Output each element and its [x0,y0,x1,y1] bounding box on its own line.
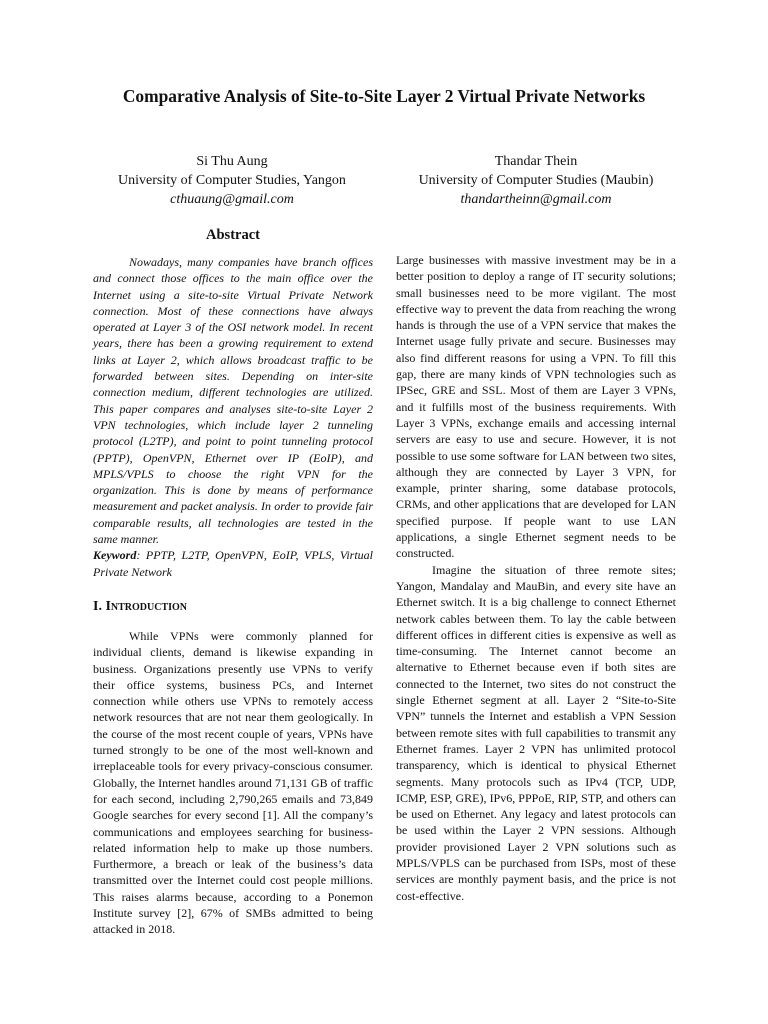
author-block-1 [92,152,372,209]
section-number: I. [93,598,106,614]
paper-title: Comparative Analysis of Site-to-Site Layer 2 Virtual Private Networks [122,86,646,106]
keywords-list: : PPTP, L2TP, OpenVPN, EoIP, VPLS, Virtual Private Network [93,548,373,579]
author-affiliation: University of Computer Studies, Yangon [118,173,346,188]
intro-paragraph-1: While VPNs were commonly planned for individual clients, demand is likewise expanding in business. Organizations presently use VPNs to verify their office systems, business PCs, and Internet connection while others use VPNs to remotely access network resources that are not near them geologically. In the course of the most recent couple of years, VPNs have turned strongly to be one of the most well-known and irreplaceable tools for every privacy-conscious consumer. Globally, the Internet handles around 71,131 GB of traffic for each second, including 2,790,265 emails and 73,849 Google searches for every second [1]. All the company’s communications and employees searching for business-related information help to make up those numbers. Furthermore, a breach or leak of the business’s data transmitted over the Internet could cost people millions. This raises alarms because, according to a Ponemon Institute survey [2], 67% of SMBs admitted to being attacked in 2018. [93,628,373,937]
author-email: thandartheinn@gmail.com [460,192,612,207]
section-title: Introduction [105,598,188,614]
keywords-label: Keyword [93,548,137,563]
section-heading-introduction [93,598,373,616]
intro-paragraph-3: Imagine the situation of three remote sites; Yangon, Mandalay and MauBin, and every site have an Ethernet switch. It is a big challenge to connect Ethernet network cables between them. To lay the cable between different offices in different cities is expensive as well as time-consuming. The Internet cannot become an alternative to Ethernet because even if both sites are connected to the Internet, two sites do not construct the single Ethernet segment at all. Layer 2 “Site-to-Site VPN” tunnels the Internet and establish a VPN Session between remote sites with full capabilities to transmit any Ethernet frames. Layer 2 VPN has unlimited protocol transparency, which is identical to physical Ethernet segments. Many protocols such as IPv4 (TCP, UDP, ICMP, ESP, GRE), IPv6, PPPoE, RIP, STP, and others can be used on Ethernet. Any legacy and latest protocols can be used within the Layer 2 VPN sessions. Although provider provisioned Layer 2 VPN solutions such as MPLS/VPLS can be purchased from ISPs, most of these services are monthly payment basis, and the price is not cost-effective. [396,562,676,903]
author-name: Si Thu Aung [196,154,268,169]
author-email: cthuaung@gmail.com [170,192,294,207]
author-affiliation: University of Computer Studies (Maubin) [418,173,654,188]
intro-paragraph-2: Large businesses with massive investment may be in a better position to deploy a range of IT security solutions; small businesses need to be more vigilant. The most effective way to prevent the data from reaching the wrong hands is through the use of a VPN service that makes the Internet usage fully private and secure. Businesses may also find different reasons for using a VPN. To fill this gap, there are many kinds of VPN technologies such as IPSec, GRE and SSL. Most of them are Layer 3 VPNs, and it fulfills most of the business requirements. With Layer 3 VPNs, exchange emails and accessing internal servers are easy to use and secure. However, it is not possible to use some software for LAN between two sites, although they are connected by Layer 3 VPN, for example, printer sharing, some database protocols, CRMs, and other applications that are developed for LAN specified purpose. If people want to use LAN applications, a single Ethernet segment needs to be constructed. [396,253,676,561]
abstract-heading: Abstract [206,227,260,243]
author-block-2 [396,152,676,209]
left-column [93,226,373,938]
right-column [396,252,676,904]
author-name: Thandar Thein [494,154,578,169]
abstract-text: Nowadays, many companies have branch offices and connect those offices to the main office over the Internet using a site-to-site Virtual Private Network connection. Most of these connections have always operated at Layer 3 of the OSI network model. In recent years, there has been a growing requirement to extend links at Layer 2, which allows broadcast traffic to be forwarded between sites. Depending on inter-site connection medium, different technologies are utilized. This paper compares and analyses site-to-site Layer 2 VPN technologies, which include layer 2 tunneling protocol (L2TP), and point to point tunneling protocol (PPTP), OpenVPN, Ethernet over IP (EoIP), and MPLS/VPLS to choose the right VPN for the organization. This is done by means of performance measurement and packet analysis. In order to provide fair comparable results, all technologies are tested in the same manner. [93,255,373,547]
keywords-line [93,547,373,580]
